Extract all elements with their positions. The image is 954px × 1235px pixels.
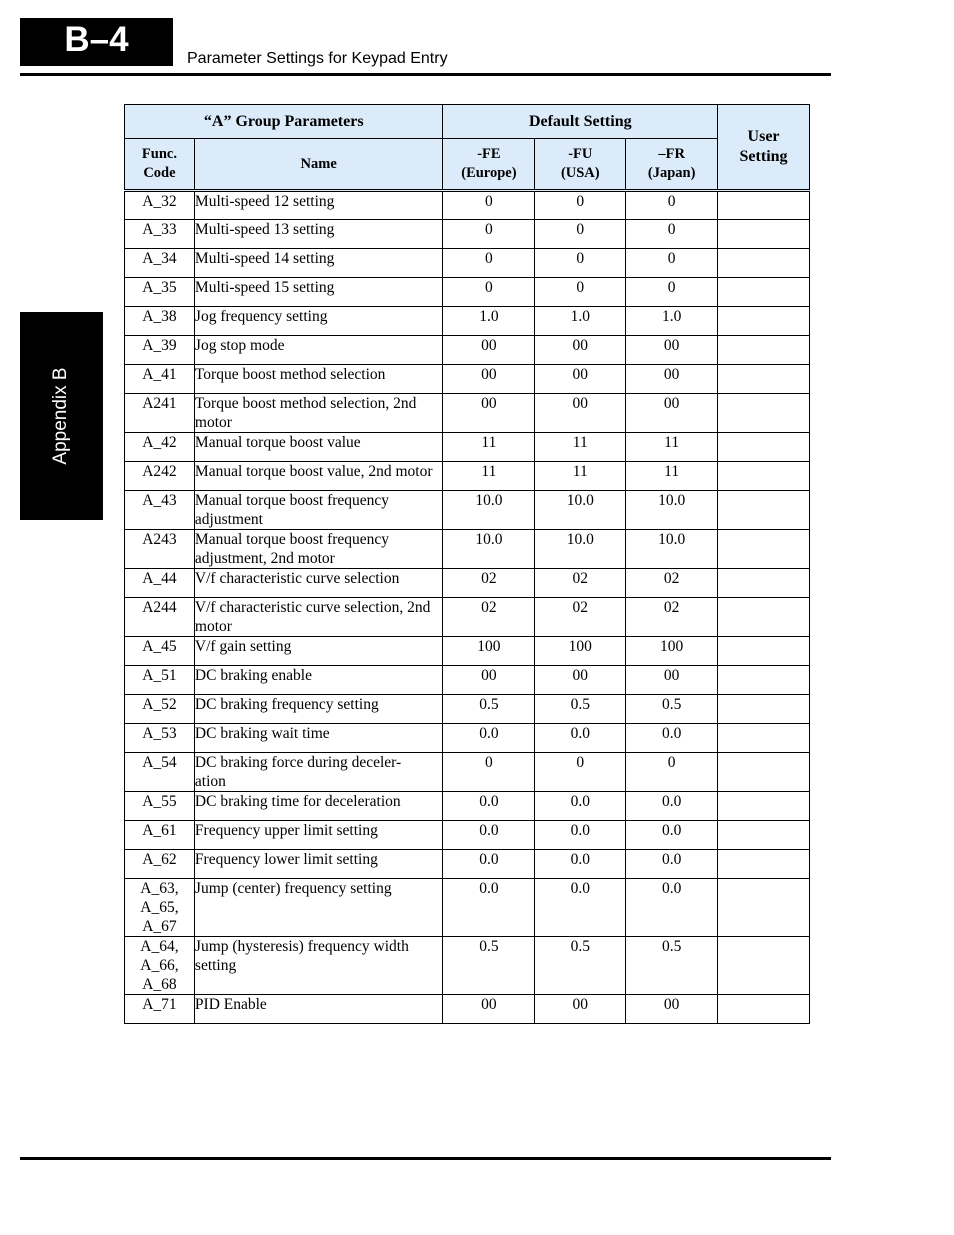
func-code-cell: A_53	[125, 724, 195, 753]
fu-default-cell: 00	[535, 394, 626, 433]
user-setting-cell	[718, 530, 810, 569]
func-code-header: Func. Code	[125, 139, 195, 191]
user-setting-cell	[718, 792, 810, 821]
fu-header: -FU (USA)	[535, 139, 626, 191]
fr-default-cell: 00	[626, 995, 718, 1024]
table-row	[125, 462, 810, 491]
user-setting-cell	[718, 637, 810, 666]
table-row	[125, 637, 810, 666]
fu-default-cell: 1.0	[535, 307, 626, 336]
fe-default-cell: 0.5	[443, 695, 535, 724]
func-code-cell: A_45	[125, 637, 195, 666]
fu-default-cell: 0	[535, 191, 626, 220]
func-code-cell: A_38	[125, 307, 195, 336]
fu-default-cell: 0	[535, 753, 626, 792]
fu-default-cell: 00	[535, 336, 626, 365]
name-cell: Multi-speed 15 setting	[194, 278, 443, 307]
fe-default-cell: 100	[443, 637, 535, 666]
table-row	[125, 879, 810, 937]
user-setting-cell	[718, 569, 810, 598]
fr-default-cell: 10.0	[626, 530, 718, 569]
user-setting-cell	[718, 278, 810, 307]
fe-default-cell: 0	[443, 249, 535, 278]
fe-default-cell: 00	[443, 394, 535, 433]
fu-default-cell: 0.0	[535, 879, 626, 937]
user-setting-cell	[718, 724, 810, 753]
fe-default-cell: 0	[443, 278, 535, 307]
fr-default-cell: 1.0	[626, 307, 718, 336]
fr-default-cell: 0.0	[626, 724, 718, 753]
fe-default-cell: 0	[443, 753, 535, 792]
user-setting-cell	[718, 336, 810, 365]
name-cell: V/f gain setting	[194, 637, 443, 666]
group-header: “A” Group Parameters	[125, 105, 443, 139]
name-cell: Frequency upper limit setting	[194, 821, 443, 850]
name-cell: Multi-speed 14 setting	[194, 249, 443, 278]
func-code-cell: A_54	[125, 753, 195, 792]
default-setting-header: Default Setting	[443, 105, 718, 139]
user-setting-header: User Setting	[718, 105, 810, 191]
user-setting-cell	[718, 850, 810, 879]
name-cell: Torque boost method selection, 2nd motor	[194, 394, 443, 433]
fe-default-cell: 0	[443, 191, 535, 220]
func-code-cell: A_64, A_66, A_68	[125, 937, 195, 995]
fr-default-cell: 10.0	[626, 491, 718, 530]
table-row	[125, 220, 810, 249]
user-setting-cell	[718, 753, 810, 792]
func-code-cell: A_51	[125, 666, 195, 695]
side-tab-label: Appendix B	[50, 367, 71, 465]
func-code-cell: A_52	[125, 695, 195, 724]
name-cell: Jump (center) frequency setting	[194, 879, 443, 937]
fe-default-cell: 0.0	[443, 879, 535, 937]
table-row	[125, 753, 810, 792]
func-code-cell: A_55	[125, 792, 195, 821]
user-setting-cell	[718, 695, 810, 724]
footer-rule	[20, 1157, 831, 1160]
name-cell: Jog stop mode	[194, 336, 443, 365]
name-cell: Torque boost method selection	[194, 365, 443, 394]
fu-default-cell: 0.0	[535, 850, 626, 879]
fr-default-cell: 02	[626, 598, 718, 637]
fe-default-cell: 1.0	[443, 307, 535, 336]
fe-default-cell: 10.0	[443, 491, 535, 530]
fu-default-cell: 0.5	[535, 937, 626, 995]
fe-header: -FE (Europe)	[443, 139, 535, 191]
name-cell: Jump (hysteresis) frequency width setting	[194, 937, 443, 995]
table-row	[125, 278, 810, 307]
page-number: B–4	[20, 18, 173, 66]
user-setting-cell	[718, 394, 810, 433]
fe-default-cell: 10.0	[443, 530, 535, 569]
user-setting-cell	[718, 666, 810, 695]
func-code-cell: A_42	[125, 433, 195, 462]
table-row	[125, 850, 810, 879]
func-code-cell: A243	[125, 530, 195, 569]
fe-default-cell: 0.0	[443, 724, 535, 753]
table-row	[125, 937, 810, 995]
func-code-cell: A_35	[125, 278, 195, 307]
user-setting-cell	[718, 598, 810, 637]
table-row	[125, 724, 810, 753]
name-cell: Manual torque boost frequency adjustment	[194, 491, 443, 530]
fe-default-cell: 0	[443, 220, 535, 249]
user-setting-cell	[718, 995, 810, 1024]
func-code-cell: A_43	[125, 491, 195, 530]
name-cell: DC braking time for deceleration	[194, 792, 443, 821]
fu-default-cell: 0	[535, 220, 626, 249]
func-code-cell: A_63, A_65, A_67	[125, 879, 195, 937]
fu-default-cell: 0	[535, 278, 626, 307]
table-row	[125, 491, 810, 530]
fr-default-cell: 00	[626, 336, 718, 365]
fr-default-cell: 0.5	[626, 937, 718, 995]
fe-default-cell: 00	[443, 666, 535, 695]
table-row	[125, 598, 810, 637]
name-cell: Multi-speed 13 setting	[194, 220, 443, 249]
fu-default-cell: 0.5	[535, 695, 626, 724]
name-cell: Multi-speed 12 setting	[194, 191, 443, 220]
func-code-cell: A_33	[125, 220, 195, 249]
fu-default-cell: 10.0	[535, 530, 626, 569]
fr-default-cell: 0.5	[626, 695, 718, 724]
func-code-cell: A242	[125, 462, 195, 491]
fe-default-cell: 11	[443, 462, 535, 491]
fe-default-cell: 00	[443, 336, 535, 365]
table-row	[125, 995, 810, 1024]
name-cell: V/f characteristic curve selection	[194, 569, 443, 598]
func-code-cell: A241	[125, 394, 195, 433]
table-row	[125, 365, 810, 394]
fu-default-cell: 0.0	[535, 792, 626, 821]
func-code-cell: A_61	[125, 821, 195, 850]
fu-default-cell: 00	[535, 365, 626, 394]
fr-default-cell: 0.0	[626, 879, 718, 937]
name-cell: Manual torque boost value, 2nd motor	[194, 462, 443, 491]
fr-default-cell: 0.0	[626, 792, 718, 821]
func-code-cell: A_41	[125, 365, 195, 394]
fu-default-cell: 00	[535, 666, 626, 695]
fe-default-cell: 0.0	[443, 821, 535, 850]
user-setting-cell	[718, 307, 810, 336]
fr-default-cell: 0	[626, 191, 718, 220]
user-setting-cell	[718, 365, 810, 394]
fr-default-cell: 0	[626, 220, 718, 249]
table-row	[125, 433, 810, 462]
fu-default-cell: 0.0	[535, 724, 626, 753]
parameter-table	[124, 104, 810, 1024]
fu-default-cell: 11	[535, 433, 626, 462]
func-code-cell: A_34	[125, 249, 195, 278]
fe-default-cell: 02	[443, 569, 535, 598]
page-title: Parameter Settings for Keypad Entry	[187, 50, 448, 67]
fu-default-cell: 0	[535, 249, 626, 278]
fr-default-cell: 00	[626, 666, 718, 695]
fr-default-cell: 00	[626, 394, 718, 433]
name-cell: DC braking enable	[194, 666, 443, 695]
func-code-cell: A_32	[125, 191, 195, 220]
fe-default-cell: 11	[443, 433, 535, 462]
name-cell: Manual torque boost frequency adjustment, 2nd motor	[194, 530, 443, 569]
table-row	[125, 336, 810, 365]
user-setting-cell	[718, 462, 810, 491]
fr-default-cell: 11	[626, 462, 718, 491]
fr-default-cell: 0.0	[626, 821, 718, 850]
fu-default-cell: 00	[535, 995, 626, 1024]
user-setting-cell	[718, 879, 810, 937]
table-row	[125, 666, 810, 695]
fu-default-cell: 02	[535, 569, 626, 598]
user-setting-cell	[718, 433, 810, 462]
table-row	[125, 394, 810, 433]
fe-default-cell: 0.0	[443, 850, 535, 879]
fr-header: –FR (Japan)	[626, 139, 718, 191]
fr-default-cell: 100	[626, 637, 718, 666]
func-code-cell: A_39	[125, 336, 195, 365]
fr-default-cell: 0	[626, 278, 718, 307]
fr-default-cell: 11	[626, 433, 718, 462]
name-cell: DC braking wait time	[194, 724, 443, 753]
header-rule	[20, 73, 831, 76]
name-cell: Frequency lower limit setting	[194, 850, 443, 879]
fe-default-cell: 0.0	[443, 792, 535, 821]
fe-default-cell: 00	[443, 995, 535, 1024]
func-code-cell: A_71	[125, 995, 195, 1024]
fu-default-cell: 100	[535, 637, 626, 666]
name-cell: DC braking force during deceler- ation	[194, 753, 443, 792]
name-cell: Jog frequency setting	[194, 307, 443, 336]
func-code-cell: A_44	[125, 569, 195, 598]
name-cell: V/f characteristic curve selection, 2nd motor	[194, 598, 443, 637]
user-setting-cell	[718, 191, 810, 220]
fe-default-cell: 02	[443, 598, 535, 637]
name-cell: PID Enable	[194, 995, 443, 1024]
name-cell: Manual torque boost value	[194, 433, 443, 462]
fr-default-cell: 0	[626, 249, 718, 278]
user-setting-cell	[718, 249, 810, 278]
fr-default-cell: 0.0	[626, 850, 718, 879]
table-row	[125, 530, 810, 569]
fr-default-cell: 02	[626, 569, 718, 598]
table-row	[125, 695, 810, 724]
fu-default-cell: 11	[535, 462, 626, 491]
table-row	[125, 307, 810, 336]
name-header: Name	[194, 139, 443, 191]
user-setting-cell	[718, 821, 810, 850]
name-cell: DC braking frequency setting	[194, 695, 443, 724]
table-row	[125, 792, 810, 821]
user-setting-cell	[718, 491, 810, 530]
fe-default-cell: 00	[443, 365, 535, 394]
user-setting-cell	[718, 937, 810, 995]
fr-default-cell: 00	[626, 365, 718, 394]
func-code-cell: A_62	[125, 850, 195, 879]
fu-default-cell: 02	[535, 598, 626, 637]
fu-default-cell: 10.0	[535, 491, 626, 530]
func-code-cell: A244	[125, 598, 195, 637]
user-setting-cell	[718, 220, 810, 249]
fr-default-cell: 0	[626, 753, 718, 792]
fu-default-cell: 0.0	[535, 821, 626, 850]
fe-default-cell: 0.5	[443, 937, 535, 995]
side-tab	[20, 312, 103, 520]
table-row	[125, 249, 810, 278]
table-row	[125, 821, 810, 850]
table-row	[125, 191, 810, 220]
table-row	[125, 569, 810, 598]
